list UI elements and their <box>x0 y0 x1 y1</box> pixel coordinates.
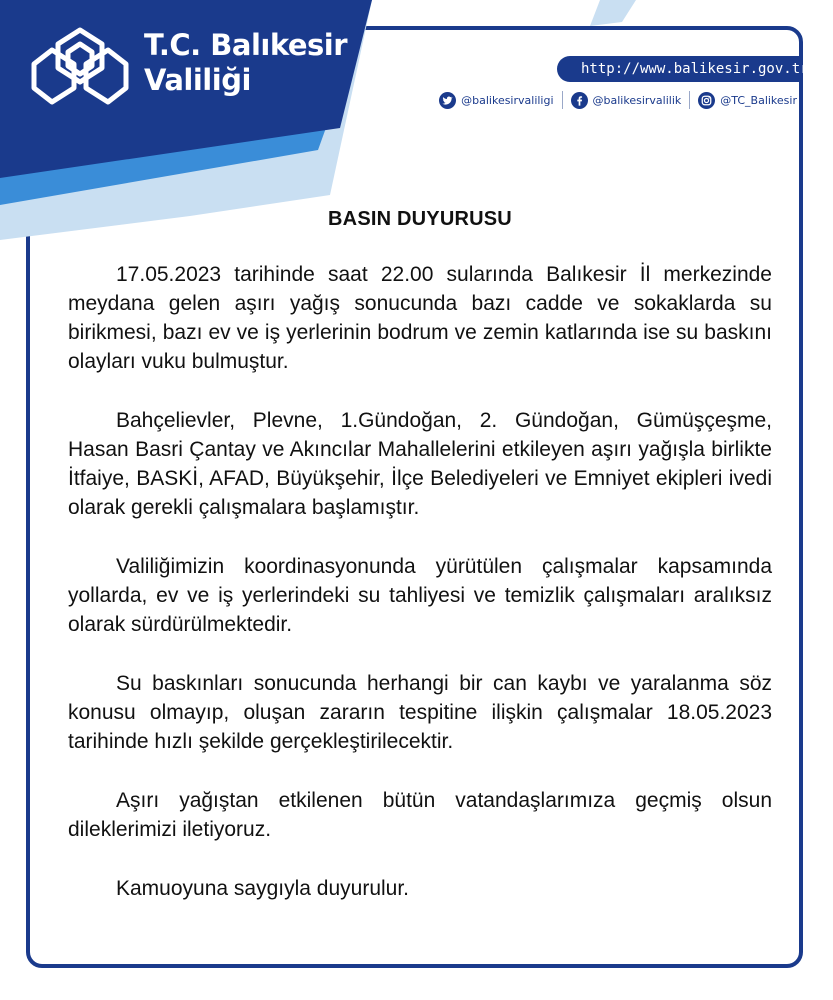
twitter-handle: @balikesirvaliligi <box>461 93 554 107</box>
closing-line: Kamuoyuna saygıyla duyurulur. <box>116 877 410 900</box>
instagram-handle: @TC_Balikesir <box>720 93 797 107</box>
paragraph: Su baskınları sonucunda herhangi bir can kaybı ve yaralanma söz konusu olmayıp, oluşan zararın tespitine ilişkin çalışmalar 18.05.2023 tarihinde hızlı şekilde gerçekleştirilecektir. <box>68 672 772 753</box>
brand-line-2: Valiliği <box>144 63 251 97</box>
facebook-handle: @balikesirvalilik <box>592 93 682 107</box>
social-links <box>439 91 797 109</box>
social-instagram[interactable] <box>698 92 797 109</box>
twitter-icon <box>439 92 456 109</box>
website-url[interactable]: http://www.balikesir.gov.tr/ <box>557 56 803 82</box>
press-release-body <box>68 205 772 933</box>
facebook-icon <box>571 92 588 109</box>
instagram-icon <box>698 92 715 109</box>
social-twitter[interactable] <box>439 92 553 109</box>
paragraph: 17.05.2023 tarihinde saat 22.00 sularında Balıkesir İl merkezinde meydana gelen aşırı yağış sonucunda bazı cadde ve sokaklarda su birikmesi, bazı ev ve iş yerlerinin bodrum ve zemin katlarında ise su baskını olayları vuku bulmuştur. <box>68 263 772 373</box>
valilik-logo-icon <box>30 22 130 108</box>
social-facebook[interactable] <box>571 92 682 109</box>
paragraph: Bahçelievler, Plevne, 1.Gündoğan, 2. Gündoğan, Gümüşçeşme, Hasan Basri Çantay ve Akıncılar Mahallelerini etkileyen aşırı yağışla birlikte İtfaiye, BASKİ, AFAD, Büyükşehir, İlçe Belediyeleri ve Emniyet ekipleri ivedi olarak gerekli çalışmalara başlamıştır. <box>68 409 772 519</box>
document-title: BASIN DUYURUSU <box>328 208 512 230</box>
paragraph: Valiliğimizin koordinasyonunda yürütülen çalışmalar kapsamında yollarda, ev ve iş yerlerindeki su tahliyesi ve temizlik çalışmaları aralıksız olarak sürdürülmektedir. <box>68 555 772 636</box>
divider <box>562 91 563 109</box>
brand-title <box>144 28 347 98</box>
brand-line-1: T.C. Balıkesir <box>144 28 348 62</box>
divider <box>689 91 690 109</box>
paragraph: Aşırı yağıştan etkilenen bütün vatandaşlarımıza geçmiş olsun dileklerimizi iletiyoruz. <box>68 789 772 841</box>
